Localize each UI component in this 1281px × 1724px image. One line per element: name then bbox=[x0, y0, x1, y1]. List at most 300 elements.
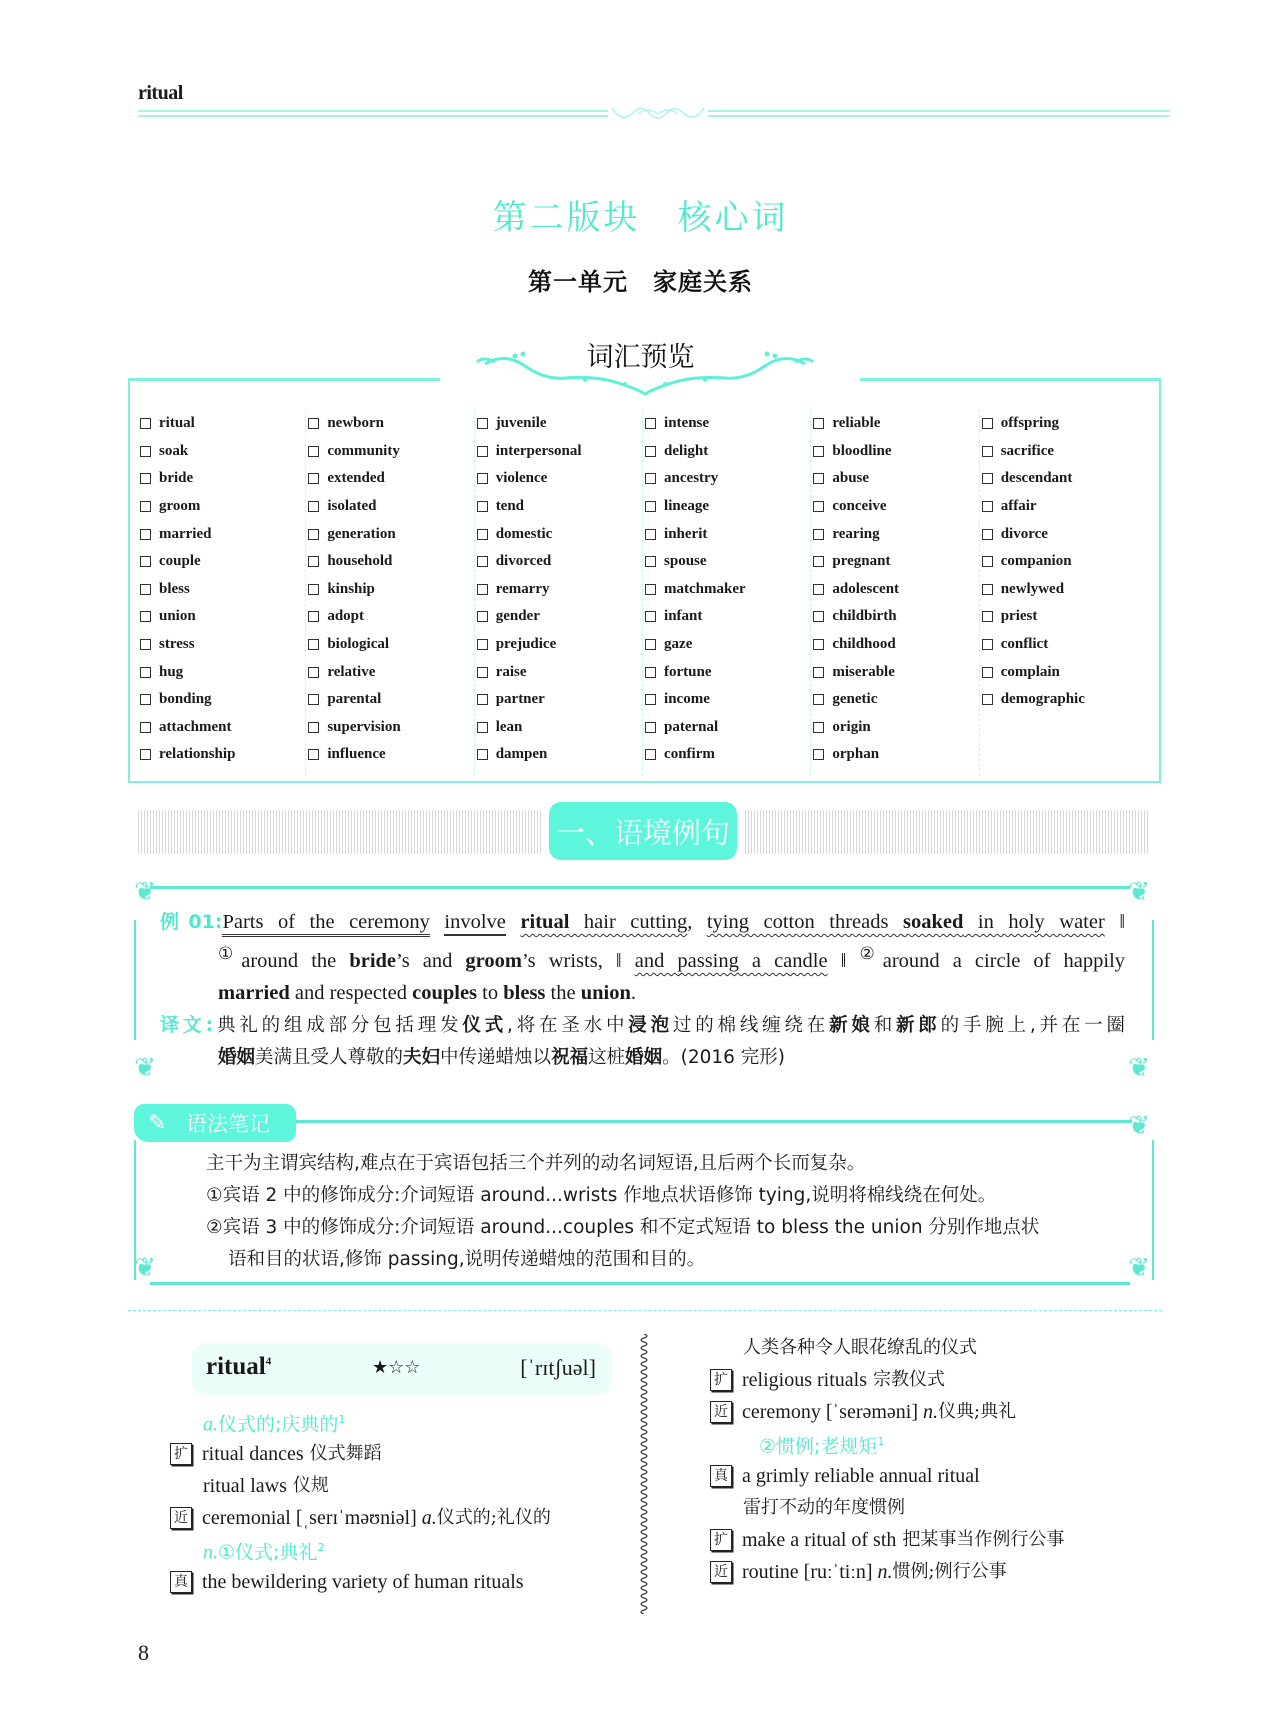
synonym-row: 近 ceremonial [ˌserɪˈməʊniəl] a. 仪式的;礼仪的 bbox=[170, 1502, 630, 1534]
vocab-item[interactable] bbox=[813, 438, 978, 466]
checkbox-icon[interactable] bbox=[982, 473, 993, 484]
checkbox-icon[interactable] bbox=[813, 667, 824, 678]
vocab-item[interactable] bbox=[308, 465, 473, 493]
note-line: ②宾语 3 中的修饰成分:介词短语 around...couples 和不定式短语 to bless the union 分别作地点状 bbox=[206, 1217, 1040, 1238]
keyword: soaked bbox=[902, 911, 964, 933]
vocab-item[interactable] bbox=[645, 410, 810, 438]
vocab-column bbox=[980, 410, 1148, 776]
checkbox-icon[interactable] bbox=[645, 446, 656, 457]
vocab-word: kinship bbox=[327, 580, 375, 597]
vocab-word: matchmaker bbox=[664, 580, 746, 597]
vocab-word: childhood bbox=[832, 636, 896, 653]
vocab-word: reliable bbox=[832, 415, 881, 432]
keyword: ritual bbox=[520, 911, 570, 933]
vocab-word: married bbox=[159, 525, 212, 542]
vocab-word: lineage bbox=[664, 498, 710, 515]
extension-tag-icon: 扩 bbox=[170, 1443, 192, 1465]
checkbox-icon[interactable] bbox=[813, 501, 824, 512]
checkbox-icon[interactable] bbox=[813, 556, 824, 567]
checkbox-icon[interactable] bbox=[308, 667, 319, 678]
header-rule bbox=[138, 110, 1170, 118]
vocab-word: complain bbox=[1000, 663, 1060, 680]
vocab-word: priest bbox=[1000, 608, 1038, 625]
extension-tag-icon: 扩 bbox=[710, 1529, 732, 1551]
keyword: union bbox=[580, 981, 631, 1004]
corner-flourish-icon: ❦ bbox=[134, 877, 156, 906]
keyword: couples bbox=[412, 981, 478, 1004]
grammar-notes-body bbox=[206, 1148, 1126, 1276]
extension-row: 扩 ritual dances 仪式舞蹈 bbox=[170, 1438, 630, 1470]
checkbox-icon[interactable] bbox=[308, 418, 319, 429]
checkbox-icon[interactable] bbox=[813, 584, 824, 595]
vocab-word: juvenile bbox=[495, 415, 547, 432]
vocab-item[interactable] bbox=[645, 658, 810, 686]
checkbox-icon[interactable] bbox=[645, 639, 656, 650]
vocab-word: descendant bbox=[1000, 470, 1073, 487]
synonym-tag-icon: 近 bbox=[170, 1507, 192, 1529]
checkbox-icon[interactable] bbox=[308, 501, 319, 512]
vocab-word: affair bbox=[1000, 498, 1037, 515]
checkbox-icon[interactable] bbox=[308, 694, 319, 705]
checkbox-icon[interactable] bbox=[645, 418, 656, 429]
checkbox-icon[interactable] bbox=[140, 639, 151, 650]
vocab-word: supervision bbox=[327, 718, 401, 735]
translation-label: 译文 bbox=[160, 1013, 206, 1036]
vocab-word: divorced bbox=[495, 553, 552, 570]
vocab-item[interactable] bbox=[982, 410, 1148, 438]
vocab-item[interactable] bbox=[645, 714, 810, 742]
vocab-item[interactable] bbox=[308, 493, 473, 521]
checkbox-icon[interactable] bbox=[308, 529, 319, 540]
example-line-1: 例01:Parts of the ceremony involve ritual hair cutting, tying cotton threads soaked in holy water ‖ bbox=[160, 906, 1125, 938]
checkbox-icon[interactable] bbox=[982, 418, 993, 429]
vocab-word: intense bbox=[664, 415, 710, 432]
corner-flourish-icon: ❦ bbox=[1128, 877, 1150, 906]
checkbox-icon[interactable] bbox=[308, 446, 319, 457]
checkbox-icon[interactable] bbox=[140, 584, 151, 595]
checkbox-icon[interactable] bbox=[645, 501, 656, 512]
checkbox-icon[interactable] bbox=[140, 529, 151, 540]
vocab-item[interactable] bbox=[645, 686, 810, 714]
vocab-item[interactable] bbox=[477, 658, 642, 686]
checkbox-icon[interactable] bbox=[477, 529, 488, 540]
heading-stripe-right bbox=[745, 810, 1150, 854]
vocab-word: genetic bbox=[832, 691, 878, 708]
corner-flourish-icon: ❦ bbox=[1128, 1111, 1150, 1140]
context-examples-heading: 一、语境例句 bbox=[549, 802, 737, 860]
vocab-word: isolated bbox=[327, 498, 377, 515]
vocab-item[interactable] bbox=[813, 741, 978, 769]
vocab-word: conceive bbox=[832, 498, 887, 515]
vocab-word: origin bbox=[832, 718, 871, 735]
vocab-word: orphan bbox=[832, 746, 880, 763]
grammar-notes-label: 语法笔记 bbox=[186, 1112, 270, 1136]
checkbox-icon[interactable] bbox=[477, 694, 488, 705]
checkbox-icon[interactable] bbox=[140, 473, 151, 484]
vocab-item[interactable] bbox=[477, 631, 642, 659]
checkbox-icon[interactable] bbox=[140, 556, 151, 567]
real-example-translation: 人类各种令人眼花缭乱的仪式 bbox=[743, 1337, 977, 1358]
vocab-word: household bbox=[327, 553, 393, 570]
vocab-item[interactable] bbox=[477, 548, 642, 576]
example-label: 例01 bbox=[160, 911, 215, 933]
entry-right-column bbox=[710, 1332, 1170, 1588]
checkbox-icon[interactable] bbox=[477, 667, 488, 678]
vocab-column bbox=[138, 410, 306, 776]
example-line-3: married and respected couples to bless the union. bbox=[218, 981, 636, 1004]
checkbox-icon[interactable] bbox=[140, 418, 151, 429]
checkbox-icon[interactable] bbox=[813, 446, 824, 457]
vocab-item[interactable] bbox=[140, 576, 305, 604]
vocab-item[interactable] bbox=[645, 465, 810, 493]
vocab-item[interactable] bbox=[813, 714, 978, 742]
note-line: 主干为主谓宾结构,难点在于宾语包括三个并列的动名词短语,且后两个长而复杂。 bbox=[206, 1153, 866, 1174]
synonym-tag-icon: 近 bbox=[710, 1561, 732, 1583]
vocab-item[interactable] bbox=[308, 686, 473, 714]
sense-custom: ②惯例;老规矩$^1$ bbox=[759, 1434, 885, 1458]
vocab-item[interactable] bbox=[477, 576, 642, 604]
checkbox-icon[interactable] bbox=[308, 584, 319, 595]
vocab-word: infant bbox=[664, 608, 703, 625]
checkbox-icon[interactable] bbox=[645, 529, 656, 540]
vocab-item[interactable] bbox=[308, 631, 473, 659]
vocab-word: couple bbox=[159, 553, 201, 570]
vocab-item[interactable] bbox=[645, 576, 810, 604]
vocab-item[interactable] bbox=[140, 658, 305, 686]
vocab-item[interactable] bbox=[308, 658, 473, 686]
synonym-row: 近 routine [ruːˈtiːn] n. 惯例;例行公事 bbox=[710, 1556, 1170, 1588]
vocab-word: sacrifice bbox=[1000, 442, 1055, 459]
vocab-word: demographic bbox=[1000, 691, 1085, 708]
vocab-word: union bbox=[159, 608, 196, 625]
vocab-item[interactable] bbox=[477, 741, 642, 769]
keyword: married bbox=[218, 981, 290, 1004]
vocab-word: community bbox=[327, 442, 400, 459]
vocab-item[interactable] bbox=[477, 603, 642, 631]
vocab-item[interactable] bbox=[477, 465, 642, 493]
checkbox-icon[interactable] bbox=[813, 418, 824, 429]
checkbox-icon[interactable] bbox=[982, 529, 993, 540]
vocab-item[interactable] bbox=[308, 438, 473, 466]
note-line: ①宾语 2 中的修饰成分:介词短语 around...wrists 作地点状语修饰 tying,说明将棉线绕在何处。 bbox=[206, 1185, 997, 1206]
checkbox-icon[interactable] bbox=[140, 446, 151, 457]
checkbox-icon[interactable] bbox=[308, 611, 319, 622]
vocab-word: inherit bbox=[664, 525, 708, 542]
vocab-item[interactable] bbox=[645, 548, 810, 576]
checkbox-icon[interactable] bbox=[645, 749, 656, 760]
vocab-item[interactable] bbox=[645, 631, 810, 659]
checkbox-icon[interactable] bbox=[477, 501, 488, 512]
vocab-item[interactable] bbox=[982, 520, 1148, 548]
running-header-title: ritual bbox=[138, 82, 183, 104]
heading-stripe-left bbox=[138, 810, 541, 854]
vocab-word: extended bbox=[327, 470, 385, 487]
checkbox-icon[interactable] bbox=[645, 611, 656, 622]
vocab-item[interactable] bbox=[140, 410, 305, 438]
vocab-item[interactable] bbox=[982, 493, 1148, 521]
vocab-word: newlywed bbox=[1000, 580, 1065, 597]
vocab-word: interpersonal bbox=[495, 442, 582, 459]
vocab-item[interactable] bbox=[308, 410, 473, 438]
vocab-item[interactable] bbox=[140, 714, 305, 742]
vocab-word: childbirth bbox=[832, 608, 897, 625]
vocab-word: domestic bbox=[495, 525, 553, 542]
vocab-item[interactable] bbox=[140, 603, 305, 631]
vocab-item[interactable] bbox=[813, 520, 978, 548]
vocab-item[interactable] bbox=[308, 520, 473, 548]
checkbox-icon[interactable] bbox=[308, 722, 319, 733]
checkbox-icon[interactable] bbox=[982, 667, 993, 678]
entry-header-card bbox=[192, 1343, 612, 1395]
object-phrase: and passing a candle bbox=[634, 949, 828, 972]
vocab-item[interactable] bbox=[813, 465, 978, 493]
frequency-superscript: 4 bbox=[265, 1355, 272, 1368]
note-line: 语和目的状语,修饰 passing,说明传递蜡烛的范围和目的。 bbox=[228, 1249, 706, 1270]
synonym-tag-icon: 近 bbox=[710, 1401, 732, 1423]
checkbox-icon[interactable] bbox=[140, 667, 151, 678]
checkbox-icon[interactable] bbox=[645, 667, 656, 678]
checkbox-icon[interactable] bbox=[645, 584, 656, 595]
checkbox-icon[interactable] bbox=[982, 611, 993, 622]
vocab-item[interactable] bbox=[982, 438, 1148, 466]
checkbox-icon[interactable] bbox=[477, 473, 488, 484]
vocab-item[interactable] bbox=[982, 603, 1148, 631]
vocab-item[interactable] bbox=[140, 438, 305, 466]
keyword: groom bbox=[465, 949, 522, 972]
vocab-item[interactable] bbox=[982, 686, 1148, 714]
vocab-item[interactable] bbox=[645, 520, 810, 548]
vocab-word: miserable bbox=[832, 663, 895, 680]
vocab-item[interactable] bbox=[813, 686, 978, 714]
checkbox-icon[interactable] bbox=[645, 473, 656, 484]
checkbox-icon[interactable] bbox=[477, 446, 488, 457]
checkbox-icon[interactable] bbox=[645, 556, 656, 567]
checkbox-icon[interactable] bbox=[308, 749, 319, 760]
keyword: bride bbox=[349, 949, 397, 972]
section-title: 第二版块 核心词 bbox=[492, 198, 789, 238]
checkbox-icon[interactable] bbox=[645, 722, 656, 733]
vocab-word: bless bbox=[159, 580, 190, 597]
vocab-item[interactable] bbox=[140, 493, 305, 521]
checkbox-icon[interactable] bbox=[140, 501, 151, 512]
vocab-item[interactable] bbox=[308, 576, 473, 604]
vocab-word: stress bbox=[159, 636, 195, 653]
vocab-columns bbox=[138, 410, 1148, 776]
verb-phrase: involve bbox=[444, 911, 506, 936]
wavy-column-divider bbox=[636, 1334, 652, 1614]
checkbox-icon[interactable] bbox=[308, 639, 319, 650]
checkbox-icon[interactable] bbox=[982, 694, 993, 705]
vocab-item[interactable] bbox=[477, 714, 642, 742]
checkbox-icon[interactable] bbox=[645, 694, 656, 705]
vocab-word: influence bbox=[327, 746, 386, 763]
entry-left-column bbox=[170, 1406, 630, 1598]
vocab-word: bonding bbox=[159, 691, 212, 708]
vocab-item[interactable] bbox=[645, 603, 810, 631]
vocab-item[interactable] bbox=[645, 493, 810, 521]
entry-word: ritual$^4$ bbox=[206, 1353, 272, 1380]
checkbox-icon[interactable] bbox=[140, 749, 151, 760]
synonym-row: 近 ceremony [ˈserəməni] n. 仪典;典礼 bbox=[710, 1396, 1170, 1428]
object-phrase: hair cutting bbox=[583, 911, 688, 933]
checkbox-icon[interactable] bbox=[813, 722, 824, 733]
translation-line-2: 婚姻美满且受人尊敬的夫妇中传递蜡烛以祝福这桩婚姻。(2016 完形) bbox=[218, 1046, 786, 1068]
vocab-item[interactable] bbox=[982, 576, 1148, 604]
vocab-item[interactable] bbox=[982, 658, 1148, 686]
vocab-item[interactable] bbox=[645, 741, 810, 769]
vocab-word: conflict bbox=[1000, 636, 1049, 653]
vocab-word: attachment bbox=[159, 718, 232, 735]
vocab-word: dampen bbox=[495, 746, 548, 763]
vocab-column bbox=[811, 410, 979, 776]
example-sentence bbox=[160, 906, 1125, 1074]
vocab-item[interactable] bbox=[308, 603, 473, 631]
vocab-item[interactable] bbox=[140, 548, 305, 576]
vocab-item[interactable] bbox=[308, 548, 473, 576]
vocab-item[interactable] bbox=[813, 603, 978, 631]
phonetic: [ˈrɪtʃuəl] bbox=[520, 1355, 596, 1380]
notes-frame-bottom bbox=[150, 1282, 1130, 1285]
vocab-item[interactable] bbox=[140, 520, 305, 548]
corner-flourish-icon: ❦ bbox=[1128, 1253, 1150, 1282]
checkbox-icon[interactable] bbox=[813, 473, 824, 484]
checkbox-icon[interactable] bbox=[982, 556, 993, 567]
example-line-2: ①around the bride’s and groom’s wrists, ‖ and passing a candle ‖ ②around a circle of happily bbox=[218, 944, 1126, 972]
vocab-word: relationship bbox=[159, 746, 236, 763]
checkbox-icon[interactable] bbox=[477, 639, 488, 650]
notes-frame-top bbox=[296, 1120, 1132, 1123]
page-number: 8 bbox=[138, 1640, 149, 1665]
real-example-tag-icon: 真 bbox=[710, 1465, 732, 1487]
vocab-preview-title: 词汇预览 bbox=[586, 342, 695, 373]
extension-row: 扩 religious rituals 宗教仪式 bbox=[710, 1364, 1170, 1396]
checkbox-icon[interactable] bbox=[813, 749, 824, 760]
real-example-tag-icon: 真 bbox=[170, 1571, 192, 1593]
vocab-word: divorce bbox=[1000, 525, 1048, 542]
vocab-word: companion bbox=[1000, 553, 1072, 570]
vocab-item[interactable] bbox=[813, 548, 978, 576]
subject-phrase: Parts of the ceremony bbox=[222, 911, 429, 937]
extension-row: ritual laws 仪规 bbox=[203, 1475, 329, 1497]
vocab-word: relative bbox=[327, 663, 376, 680]
vocab-word: delight bbox=[664, 442, 709, 459]
real-example-row: 真 the bewildering variety of human rituals bbox=[170, 1566, 630, 1598]
section-divider bbox=[128, 1310, 1162, 1311]
checkbox-icon[interactable] bbox=[813, 529, 824, 540]
vocab-item[interactable] bbox=[308, 741, 473, 769]
corner-flourish-icon: ❦ bbox=[134, 1253, 156, 1282]
checkbox-icon[interactable] bbox=[308, 556, 319, 567]
checkbox-icon[interactable] bbox=[140, 694, 151, 705]
vocab-item[interactable] bbox=[813, 410, 978, 438]
vocab-word: abuse bbox=[832, 470, 870, 487]
vocab-word: adolescent bbox=[832, 580, 900, 597]
checkbox-icon[interactable] bbox=[477, 722, 488, 733]
vocab-item[interactable] bbox=[982, 548, 1148, 576]
checkbox-icon[interactable] bbox=[477, 418, 488, 429]
vocab-word: bloodline bbox=[832, 442, 892, 459]
vocab-word: spouse bbox=[664, 553, 707, 570]
vocab-word: tend bbox=[495, 498, 525, 515]
checkbox-icon[interactable] bbox=[813, 611, 824, 622]
vocab-item[interactable] bbox=[813, 576, 978, 604]
checkbox-icon[interactable] bbox=[982, 584, 993, 595]
sense-adjective: a.仪式的;庆典的$^1$ bbox=[203, 1412, 346, 1436]
vocab-word: paternal bbox=[664, 718, 719, 735]
example-frame-top bbox=[150, 886, 1130, 889]
vocab-item[interactable] bbox=[813, 493, 978, 521]
vocab-item[interactable] bbox=[140, 465, 305, 493]
vocab-word: prejudice bbox=[495, 636, 557, 653]
object-phrase: tying cotton threads bbox=[706, 911, 889, 933]
vocab-item[interactable] bbox=[477, 520, 642, 548]
vocab-item[interactable] bbox=[140, 631, 305, 659]
vocab-item[interactable] bbox=[645, 438, 810, 466]
vocab-word: ritual bbox=[159, 415, 195, 432]
vocab-item[interactable] bbox=[140, 686, 305, 714]
vocab-word: bride bbox=[159, 470, 194, 487]
vocab-item[interactable] bbox=[982, 465, 1148, 493]
vocab-item[interactable] bbox=[477, 438, 642, 466]
checkbox-icon[interactable] bbox=[477, 556, 488, 567]
vocab-column bbox=[475, 410, 643, 776]
vocab-word: biological bbox=[327, 636, 390, 653]
vocab-column bbox=[306, 410, 474, 776]
vocab-word: lean bbox=[495, 718, 523, 735]
checkbox-icon[interactable] bbox=[982, 501, 993, 512]
checkbox-icon[interactable] bbox=[308, 473, 319, 484]
vocab-word: offspring bbox=[1000, 415, 1060, 432]
vocab-item[interactable] bbox=[813, 631, 978, 659]
corner-flourish-icon: ❦ bbox=[1128, 1053, 1150, 1082]
corner-flourish-icon: ❦ bbox=[134, 1053, 156, 1082]
flourish-ornament-icon bbox=[608, 104, 708, 122]
vocab-word: rearing bbox=[832, 525, 880, 542]
checkbox-icon[interactable] bbox=[813, 694, 824, 705]
translation-line-1: 译文:典礼的组成部分包括理发仪式,将在圣水中浸泡过的棉线缠绕在新娘和新郎的手腕上,并在一圈 bbox=[160, 1013, 1125, 1036]
vocab-item[interactable] bbox=[477, 493, 642, 521]
keyword: bless bbox=[503, 981, 546, 1004]
checkbox-icon[interactable] bbox=[477, 584, 488, 595]
vocab-word: remarry bbox=[495, 580, 550, 597]
vocab-word: pregnant bbox=[832, 553, 891, 570]
real-example-translation: 雷打不动的年度惯例 bbox=[743, 1497, 905, 1518]
pen-icon: ✎ bbox=[148, 1110, 167, 1136]
vocab-item[interactable] bbox=[140, 741, 305, 769]
unit-title: 第一单元 家庭关系 bbox=[528, 268, 753, 296]
checkbox-icon[interactable] bbox=[982, 446, 993, 457]
real-example-row: 真 a grimly reliable annual ritual bbox=[710, 1460, 1170, 1492]
checkbox-icon[interactable] bbox=[982, 639, 993, 650]
vocab-word: partner bbox=[495, 691, 545, 708]
checkbox-icon[interactable] bbox=[140, 722, 151, 733]
checkbox-icon[interactable] bbox=[813, 639, 824, 650]
grammar-notes-tag bbox=[134, 1104, 296, 1142]
vocab-item[interactable] bbox=[308, 714, 473, 742]
vocab-word: adopt bbox=[327, 608, 365, 625]
checkbox-icon[interactable] bbox=[477, 749, 488, 760]
vocab-item[interactable] bbox=[477, 410, 642, 438]
vocab-word: parental bbox=[327, 691, 382, 708]
vocab-word: raise bbox=[495, 663, 527, 680]
vocab-word: income bbox=[664, 691, 710, 708]
vocab-word: gaze bbox=[664, 636, 693, 653]
checkbox-icon[interactable] bbox=[477, 611, 488, 622]
vocab-item[interactable] bbox=[813, 658, 978, 686]
checkbox-icon[interactable] bbox=[140, 611, 151, 622]
vocab-item[interactable] bbox=[982, 631, 1148, 659]
vocab-item[interactable] bbox=[477, 686, 642, 714]
